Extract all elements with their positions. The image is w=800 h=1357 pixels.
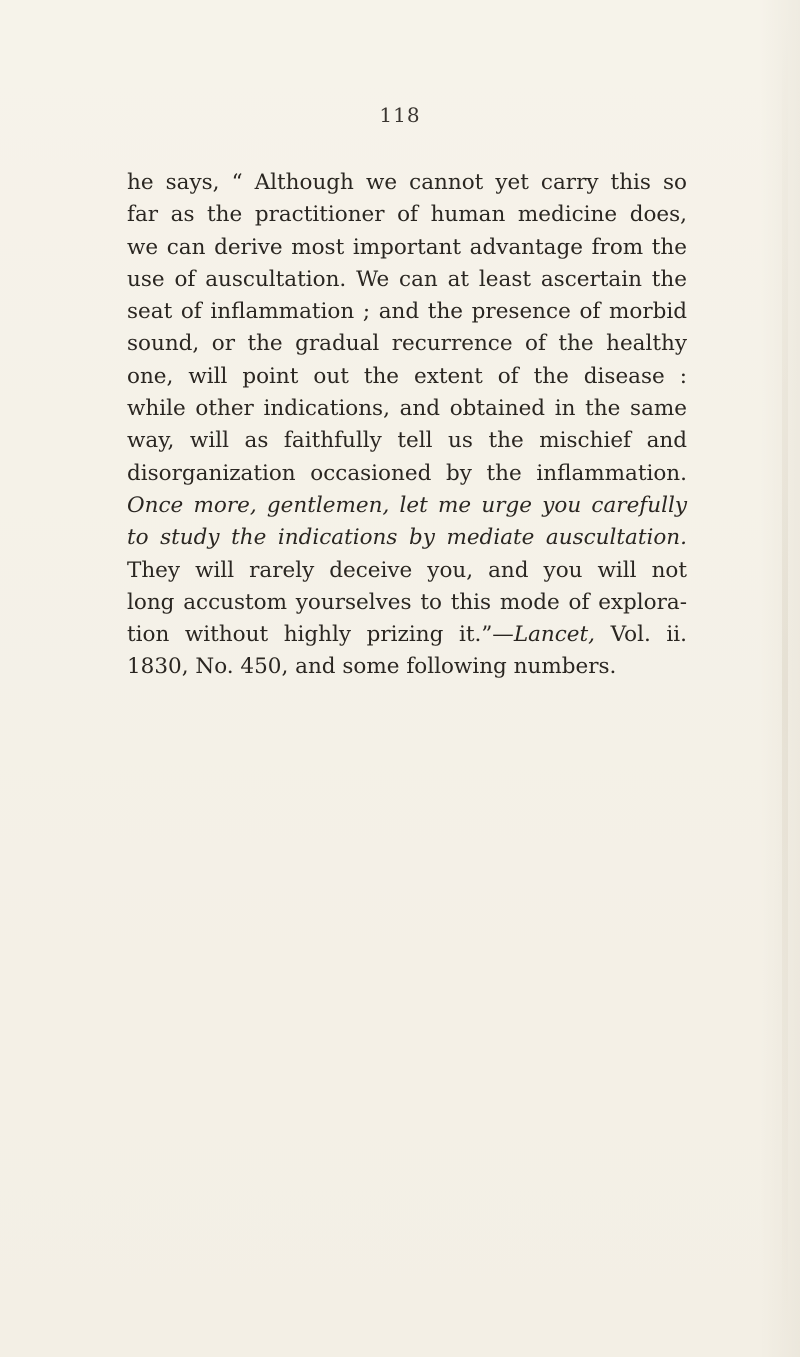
text-line: 1830, No. 450, and some following numbers. (127, 654, 617, 680)
page-number: 118 (379, 103, 421, 127)
scan-shadow (782, 20, 788, 1340)
citation-lancet: Lancet, (513, 622, 595, 648)
text-line: long accustom yourselves to this mode of explora- (127, 589, 687, 615)
text-line: far as the practitioner of human medicine does, (127, 202, 687, 228)
text-line: while other indications, and obtained in the same (127, 396, 687, 422)
text-line: use of auscultation. We can at least ascertain the (127, 266, 687, 292)
text-line: They will rarely deceive you, and you will not (127, 557, 687, 583)
text-line: tion without highly prizing it.”—Lancet, Vol. ii. (127, 622, 687, 648)
text-line: disorganization occasioned by the inflammation. (127, 460, 687, 486)
text-line: we can derive most important advantage from the (127, 234, 687, 260)
text-line: seat of inflammation ; and the presence of morbid (127, 299, 687, 325)
body-text (127, 167, 687, 684)
text-line-italic: Once more, gentlemen, let me urge you carefully (127, 492, 687, 518)
text-line: sound, or the gradual recurrence of the healthy (127, 331, 687, 357)
text-line: he says, “ Although we cannot yet carry this so (127, 170, 687, 195)
text-line: one, will point out the extent of the disease : (127, 363, 687, 389)
text-line: way, will as faithfully tell us the mischief and (127, 428, 687, 454)
text-line-italic: to study the indications by mediate auscultation. (127, 525, 687, 551)
